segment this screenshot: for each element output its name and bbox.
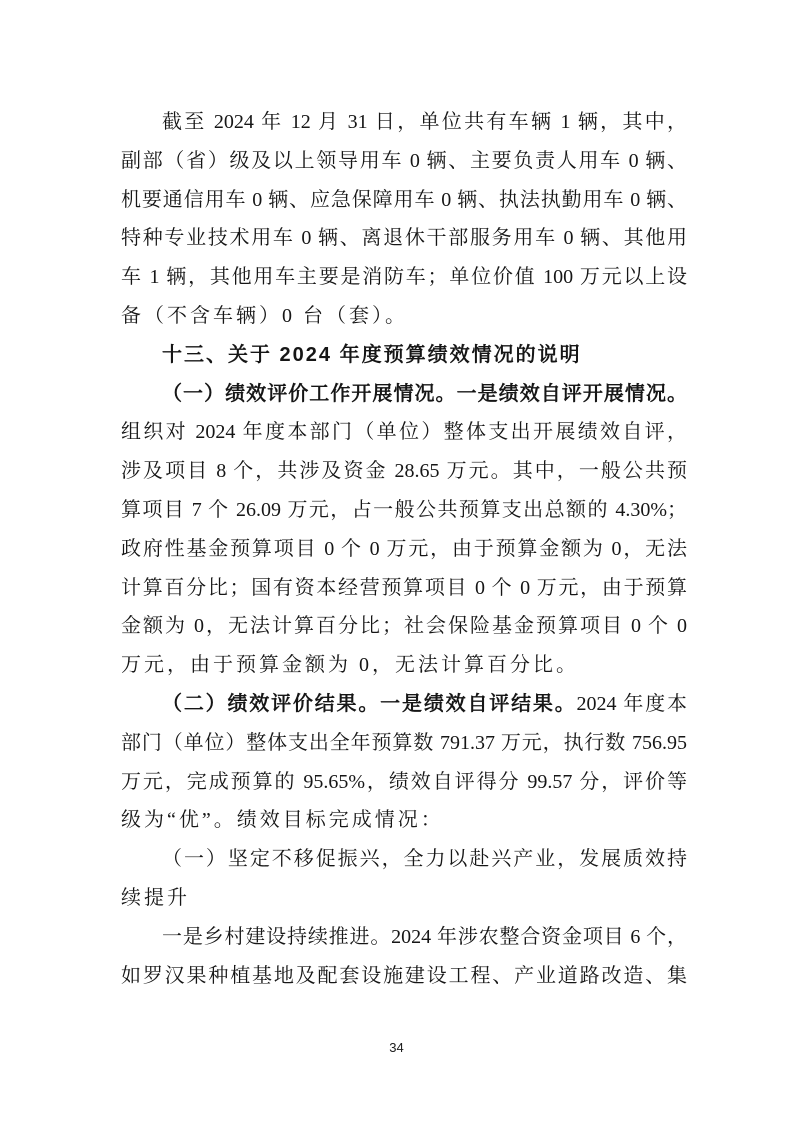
subsection-heading: （一）绩效评价工作开展情况。一是绩效自评开展情况。: [162, 382, 687, 405]
section-heading: 十三、关于 2024 年度预算绩效情况的说明: [162, 343, 582, 366]
paragraph-line: 副部（省）级及以上领导用车 0 辆、主要负责人用车 0 辆、: [121, 149, 687, 172]
paragraph-line: 部门（单位）整体支出全年预算数 791.37 万元，执行数 756.95: [121, 731, 687, 754]
paragraph-line: 一是乡村建设持续推进。2024 年涉农整合资金项目 6 个，: [162, 925, 687, 948]
paragraph-line: 级为“优”。绩效目标完成情况：: [121, 809, 444, 832]
paragraph-line: 机要通信用车 0 辆、应急保障用车 0 辆、执法执勤用车 0 辆、: [121, 188, 687, 211]
paragraph-line: [121, 685, 687, 724]
paragraph-line: 备（不含车辆）0 台（套）。: [121, 304, 408, 327]
paragraph-line: 组织对 2024 年度本部门（单位）整体支出开展绩效自评，: [121, 421, 687, 444]
paragraph-line: 截至 2024 年 12 月 31 日，单位共有车辆 1 辆，其中，: [162, 111, 687, 133]
paragraph-line: 续提升: [121, 886, 190, 909]
paragraph-line: 金额为 0，无法计算百分比；社会保险基金预算项目 0 个 0: [121, 615, 687, 638]
paragraph-line: 万元，由于预算金额为 0，无法计算百分比。: [121, 654, 579, 677]
paragraph-line: 计算百分比；国有资本经营预算项目 0 个 0 万元，由于预算: [121, 576, 687, 599]
paragraph-line: 特种专业技术用车 0 辆、离退休干部服务用车 0 辆、其他用: [121, 227, 687, 250]
text-block: [121, 103, 687, 995]
subsection-heading-inline: （二）绩效评价结果。一是绩效自评结果。: [162, 692, 577, 715]
paragraph-line: 如罗汉果种植基地及配套设施建设工程、产业道路改造、集: [121, 964, 687, 987]
paragraph-line: 涉及项目 8 个，共涉及资金 28.65 万元。其中，一般公共预: [121, 460, 687, 483]
paragraph-line: 车 1 辆，其他用车主要是消防车；单位价值 100 万元以上设: [121, 266, 687, 289]
paragraph-line: 万元，完成预算的 95.65%，绩效自评得分 99.57 分，评价等: [121, 770, 687, 793]
page-number: 34: [389, 1040, 404, 1055]
paragraph-line: （一）坚定不移促振兴，全力以赴兴产业，发展质效持: [162, 848, 687, 871]
paragraph-line: 政府性基金预算项目 0 个 0 万元，由于预算金额为 0，无法: [121, 537, 687, 560]
paragraph-line: 算项目 7 个 26.09 万元，占一般公共预算支出总额的 4.30%；: [121, 498, 687, 521]
paragraph-text: 2024 年度本: [576, 692, 687, 715]
